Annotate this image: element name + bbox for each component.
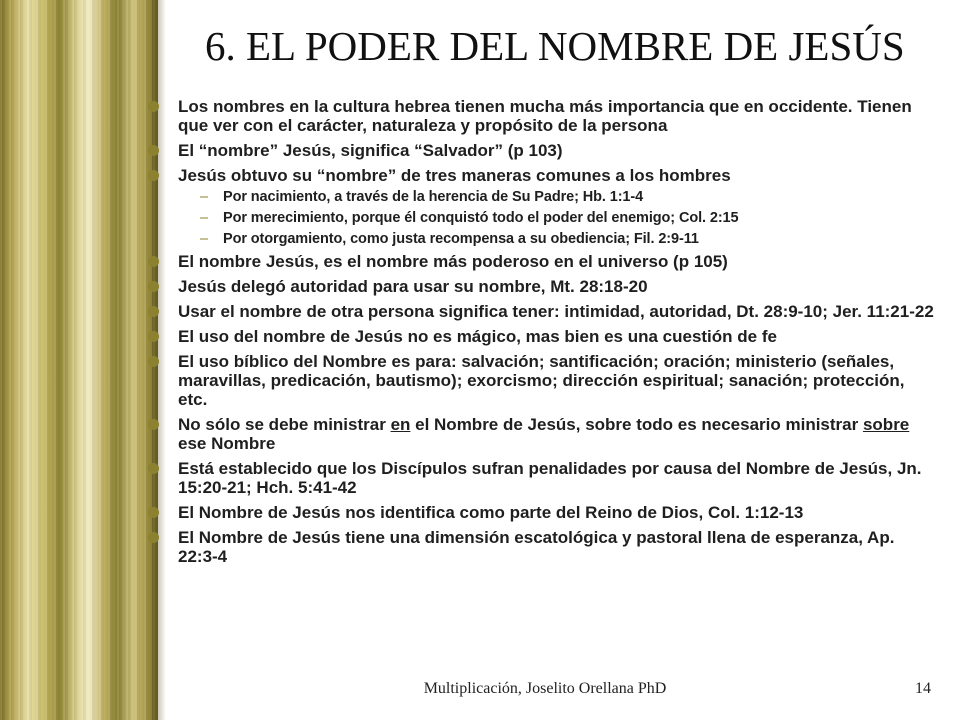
sub-bullet-list (145, 189, 935, 248)
bullet-dot-icon (148, 170, 159, 181)
bullet-text: El Nombre de Jesús nos identifica como parte del Reino de Dios, Col. 1:12-13 (178, 503, 804, 522)
bullet-text: El nombre Jesús, es el nombre más poderoso en el universo (p 105) (178, 252, 728, 271)
bullet-item (145, 141, 935, 160)
bullet-text: Jesús obtuvo su “nombre” de tres maneras comunes a los hombres (178, 166, 731, 185)
bullet-item (145, 97, 935, 135)
bullet-dot-icon (148, 507, 159, 518)
bullet-dot-icon (148, 101, 159, 112)
bullet-item (145, 415, 935, 453)
bullet-text: El uso del nombre de Jesús no es mágico, mas bien es una cuestión de fe (178, 327, 777, 346)
bullet-text: El uso bíblico del Nombre es para: salvación; santificación; oración; ministerio (señales, maravillas, predicación, bautismo); exorcismo; dirección espiritual; sanación; protección, etc. (178, 352, 905, 409)
bullet-item (145, 302, 935, 321)
bullet-item (145, 459, 935, 497)
underlined-word: sobre (862, 415, 910, 434)
bullet-item (145, 252, 935, 271)
bullet-text: Usar el nombre de otra persona significa tener: intimidad, autoridad, Dt. 28:9-10; Jer. 11:21-22 (178, 302, 934, 321)
bullet-list (145, 97, 935, 572)
bullet-dot-icon (148, 256, 159, 267)
dash-icon: – (200, 210, 208, 226)
bullet-text: Los nombres en la cultura hebrea tienen mucha más importancia que en occidente. Tienen que ver con el carácter, naturaleza y propósito de la persona (178, 97, 912, 135)
bullet-text: No sólo se debe ministrar en el Nombre de Jesús, sobre todo es necesario ministrar sobre ese Nombre (178, 415, 910, 453)
page-number: 14 (915, 680, 931, 697)
bullet-item (145, 327, 935, 346)
bullet-item (145, 503, 935, 522)
bullet-dot-icon (148, 331, 159, 342)
sub-bullet-item (145, 231, 935, 248)
bullet-dot-icon (148, 356, 159, 367)
bullet-dot-icon (148, 306, 159, 317)
bullet-dot-icon (148, 532, 159, 543)
bullet-item (145, 352, 935, 409)
dash-icon: – (200, 189, 208, 205)
bullet-item (145, 166, 935, 185)
decorative-gold-border (0, 0, 158, 720)
bullet-text: Jesús delegó autoridad para usar su nombre, Mt. 28:18-20 (178, 277, 648, 296)
bullet-dot-icon (148, 419, 159, 430)
bullet-text: Está establecido que los Discípulos sufran penalidades por causa del Nombre de Jesús, Jn. 15:20-21; Hch. 5:41-42 (178, 459, 922, 497)
bullet-text: El Nombre de Jesús tiene una dimensión escatológica y pastoral llena de esperanza, Ap. 22:3-4 (178, 528, 895, 566)
underlined-word: en (390, 415, 411, 434)
slide-title: 6. EL PODER DEL NOMBRE DE JESÚS (205, 23, 905, 69)
sub-bullet-item (145, 189, 935, 206)
footer-text: Multiplicación, Joselito Orellana PhD (423, 680, 667, 697)
bullet-dot-icon (148, 463, 159, 474)
dash-icon: – (200, 231, 208, 247)
bullet-item (145, 277, 935, 296)
bullet-dot-icon (148, 145, 159, 156)
bullet-text: El “nombre” Jesús, significa “Salvador” (p 103) (178, 141, 563, 160)
bullet-dot-icon (148, 281, 159, 292)
sub-bullet-text: Por nacimiento, a través de la herencia de Su Padre; Hb. 1:1-4 (223, 189, 644, 205)
sub-bullet-item (145, 210, 935, 227)
bullet-item (145, 528, 935, 566)
sub-bullet-text: Por otorgamiento, como justa recompensa a su obediencia; Fil. 2:9-11 (223, 231, 699, 247)
sub-bullet-text: Por merecimiento, porque él conquistó todo el poder del enemigo; Col. 2:15 (223, 210, 739, 226)
